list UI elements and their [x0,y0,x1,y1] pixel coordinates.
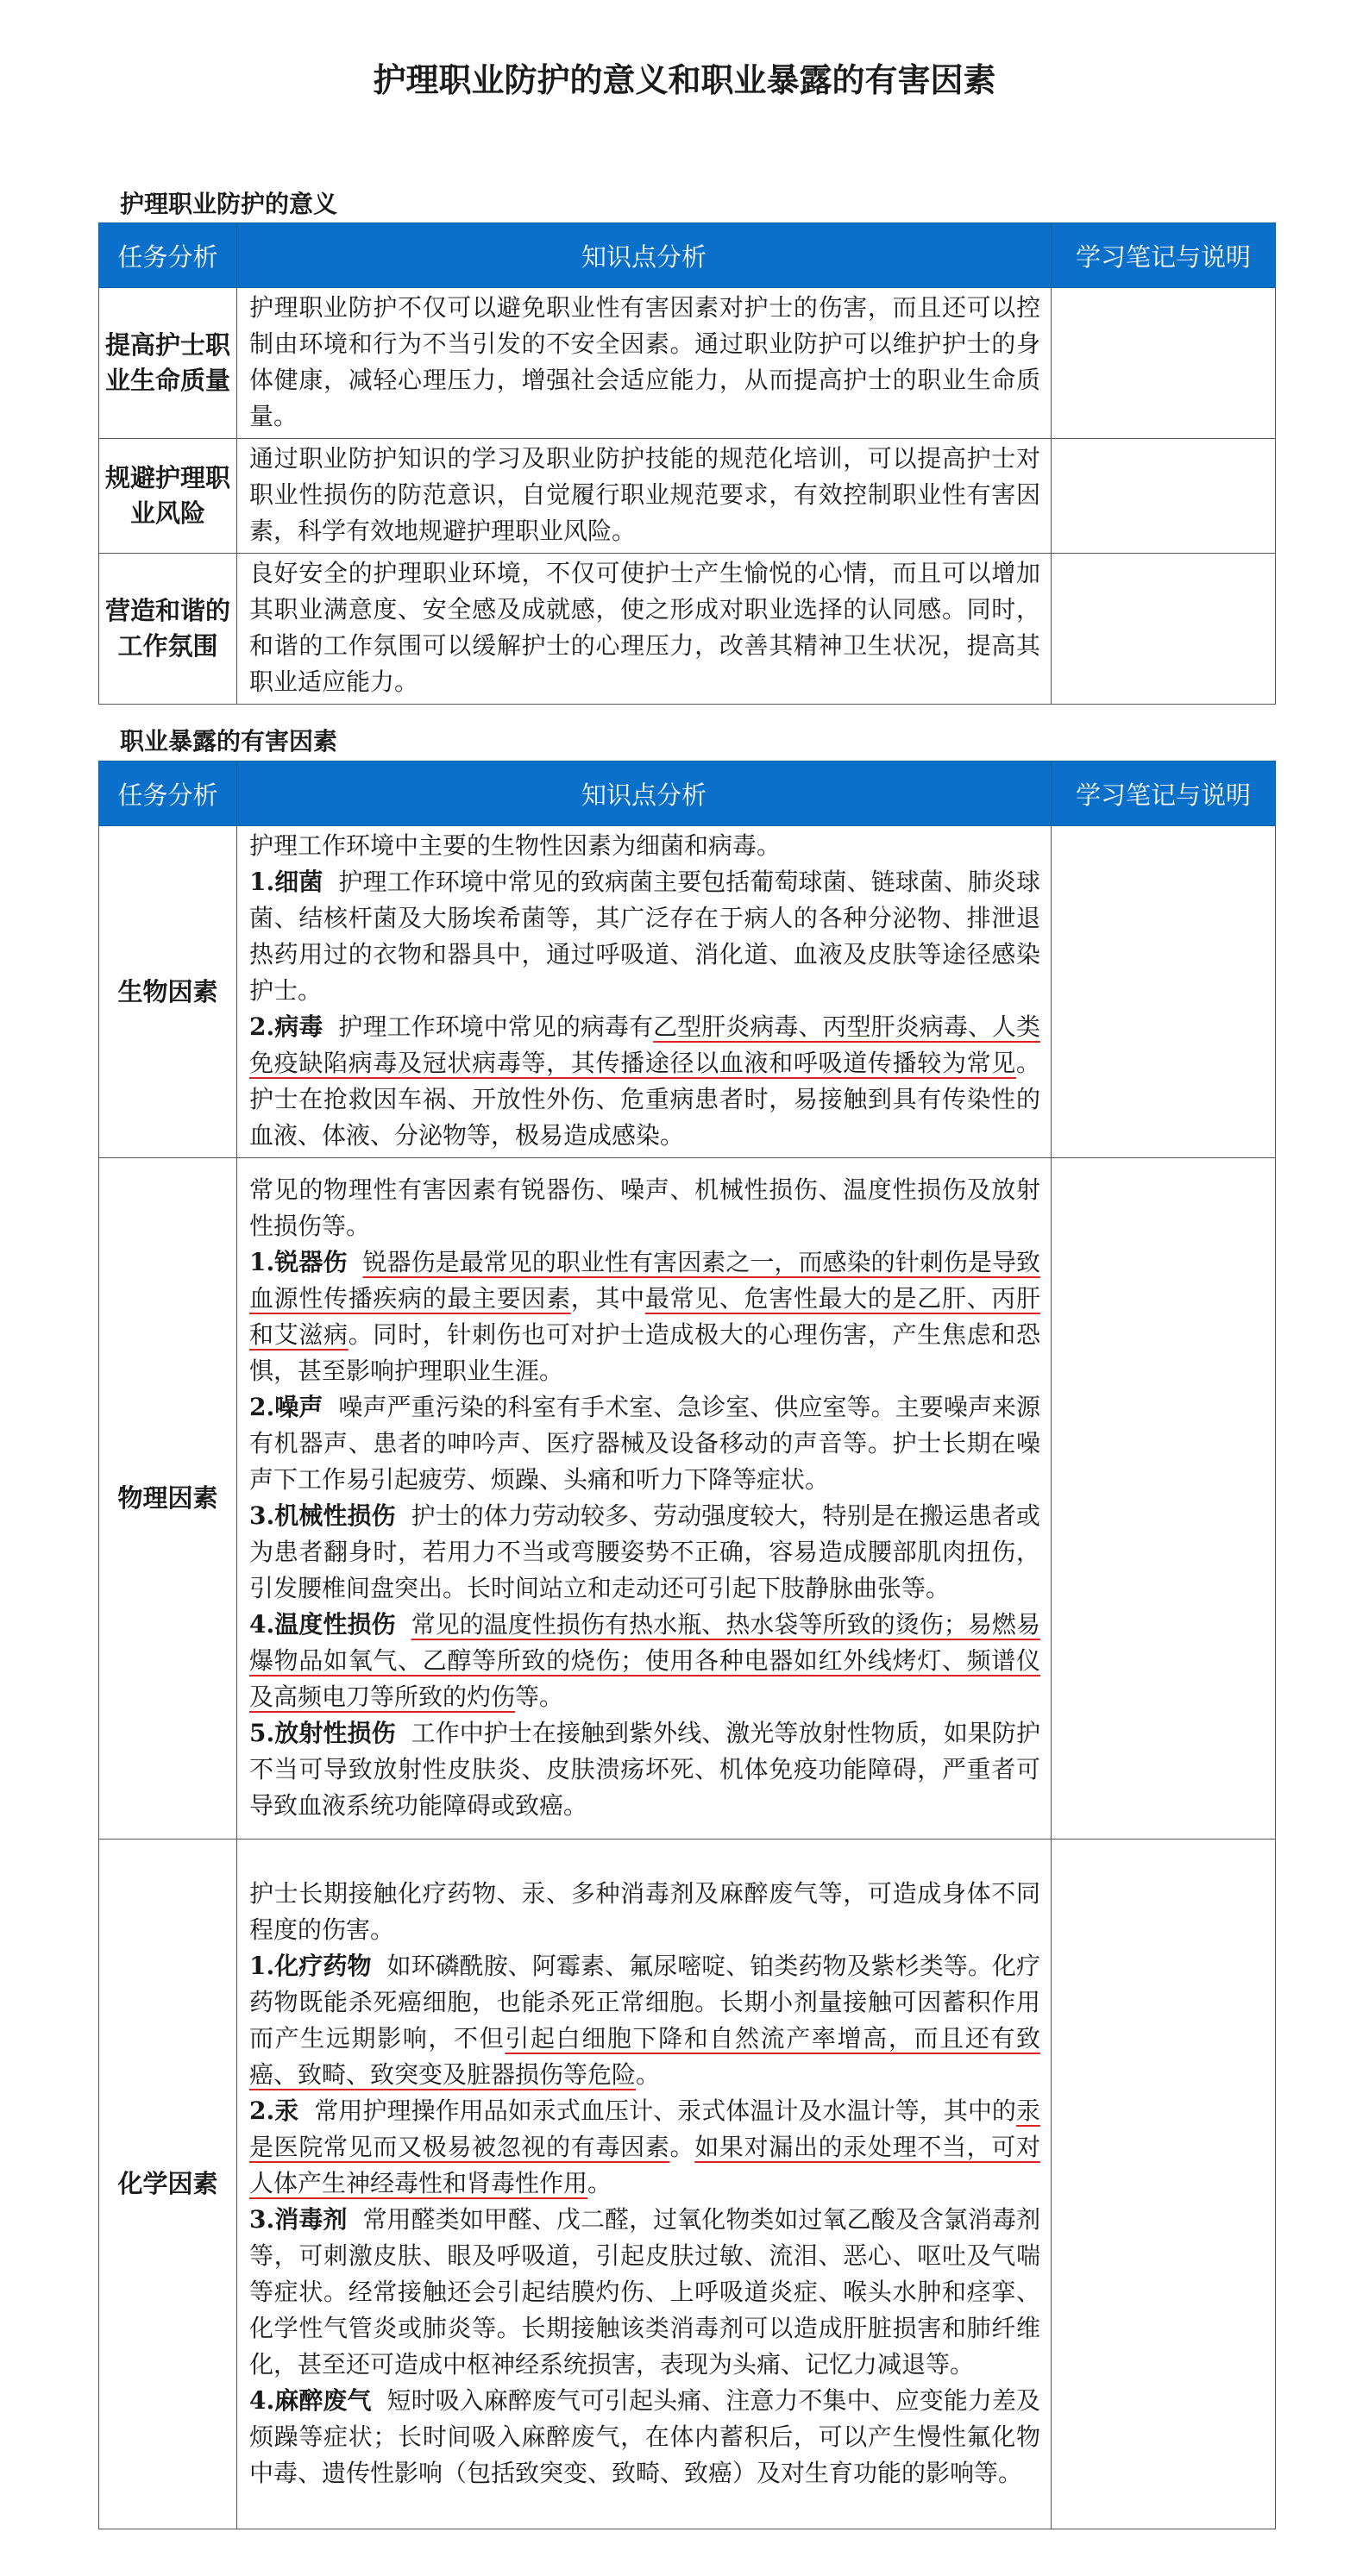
item-mechanical-injury: 3.机械性损伤 护士的体力劳动较多、劳动强度较大，特别是在搬运患者或为患者翻身时，若用力不当或弯腰姿势不正确，容易造成腰部肌肉扭伤，引发腰椎间盘突出。长时间站立和走动还可引起下肢静脉曲张等。 [249,1501,1040,1602]
notes-cell[interactable] [1052,439,1276,554]
task-label: 物理因素 [99,1158,237,1840]
task-label: 提高护士职业生命质量 [99,288,237,439]
item-virus: 2.病毒 护理工作环境中常见的病毒有乙型肝炎病毒、丙型肝炎病毒、人类免疫缺陷病毒及冠状病毒等，其传播途径以血液和呼吸道传播较为常见。护士在抢救因车祸、开放性外伤、危重病患者时，易接触到具有传染性的血液、体液、分泌物等，极易造成感染。 [249,1012,1040,1150]
notes-cell[interactable] [1052,826,1276,1158]
knowledge-text: 良好安全的护理职业环境，不仅可使护士产生愉悦的心情，而且可以增加其职业满意度、安全感及成就感，使之形成对职业选择的认同感。同时，和谐的工作氛围可以缓解护士的心理压力，改善其精神卫生状况，提高其职业适应能力。 [237,554,1052,705]
item-anesthetic-gases: 4.麻醉废气 短时吸入麻醉废气可引起头痛、注意力不集中、应变能力差及烦躁等症状；长时间吸入麻醉废气，在体内蓄积后，可以产生慢性氟化物中毒、遗传性影响（包括致突变、致畸、致癌）及对生育功能的影响等。 [249,2385,1040,2487]
task-label: 规避护理职业风险 [99,439,237,554]
knowledge-text: 护理职业防护不仅可以避免职业性有害因素对护士的伤害，而且还可以控制由环境和行为不当引发的不安全因素。通过职业防护可以维护护士的身体健康，减轻心理压力，增强社会适应能力，从而提高护士的职业生命质量。 [237,288,1052,439]
table-row-biological [99,826,1276,1158]
table-header-row [99,762,1276,826]
task-label: 生物因素 [99,826,237,1158]
knowledge-text [237,826,1052,1158]
document-title: 护理职业防护的意义和职业暴露的有害因素 [373,60,996,99]
table-row-physical [99,1158,1276,1840]
header-task-analysis: 任务分析 [99,762,237,826]
item-sharps-injury: 1.锐器伤 锐器伤是最常见的职业性有害因素之一，而感染的针刺伤是导致血源性传播疾病的最主要因素，其中最常见、危害性最大的是乙肝、丙肝和艾滋病。同时，针刺伤也可对护士造成极大的心理伤害，产生焦虑和恐惧，甚至影响护理职业生涯。 [249,1247,1040,1385]
section-heading-significance: 护理职业防护的意义 [120,190,338,218]
notes-cell[interactable] [1052,288,1276,439]
hazards-table [98,761,1276,2529]
notes-cell[interactable] [1052,554,1276,705]
header-knowledge-analysis: 知识点分析 [237,223,1052,288]
notes-cell[interactable] [1052,1158,1276,1840]
table-row [99,554,1276,705]
header-study-notes: 学习笔记与说明 [1052,223,1276,288]
item-chemotherapy-drugs: 1.化疗药物 如环磷酰胺、阿霉素、氟尿嘧啶、铂类药物及紫杉类等。化疗药物既能杀死癌细胞，也能杀死正常细胞。长期小剂量接触可因蓄积作用而产生远期影响，不但引起白细胞下降和自然流产率增高，而且还有致癌、致畸、致突变及脏器损伤等危险。 [249,1951,1040,2089]
intro-text: 护理工作环境中主要的生物性因素为细菌和病毒。 [249,831,782,860]
section-heading-hazards: 职业暴露的有害因素 [120,727,338,755]
intro-text: 护士长期接触化疗药物、汞、多种消毒剂及麻醉废气等，可造成身体不同程度的伤害。 [249,1878,1040,1944]
task-label: 化学因素 [99,1840,237,2529]
item-mercury: 2.汞 常用护理操作用品如汞式血压计、汞式体温计及水温计等，其中的汞是医院常见而又极易被忽视的有毒因素。如果对漏出的汞处理不当，可对人体产生神经毒性和肾毒性作用。 [249,2096,1040,2197]
header-knowledge-analysis: 知识点分析 [237,762,1052,826]
notes-cell[interactable] [1052,1840,1276,2529]
header-task-analysis: 任务分析 [99,223,237,288]
table-row [99,439,1276,554]
item-radiation-injury: 5.放射性损伤 工作中护士在接触到紫外线、激光等放射性物质，如果防护不当可导致放射性皮肤炎、皮肤溃疡坏死、机体免疫功能障碍，严重者可导致血液系统功能障碍或致癌。 [249,1718,1040,1820]
knowledge-text [237,1158,1052,1840]
knowledge-text [237,1840,1052,2529]
item-bacteria: 1.细菌 护理工作环境中常见的致病菌主要包括葡萄球菌、链球菌、肺炎球菌、结核杆菌及大肠埃希菌等，其广泛存在于病人的各种分泌物、排泄退热药用过的衣物和器具中，通过呼吸道、消化道、血液及皮肤等途径感染护士。 [249,868,1040,1005]
knowledge-text: 通过职业防护知识的学习及职业防护技能的规范化培训，可以提高护士对职业性损伤的防范意识，自觉履行职业规范要求，有效控制职业性有害因素，科学有效地规避护理职业风险。 [237,439,1052,554]
task-label: 营造和谐的工作氛围 [99,554,237,705]
table-header-row [99,223,1276,288]
header-study-notes: 学习笔记与说明 [1052,762,1276,826]
significance-table [98,223,1276,705]
table-row-chemical [99,1840,1276,2529]
item-disinfectants: 3.消毒剂 常用醛类如甲醛、戊二醛，过氧化物类如过氧乙酸及含氯消毒剂等，可刺激皮肤、眼及呼吸道，引起皮肤过敏、流泪、恶心、呕吐及气喘等症状。经常接触还会引起结膜灼伤、上呼吸道炎症、喉头水肿和痉挛、化学性气管炎或肺炎等。长期接触该类消毒剂可以造成肝脏损害和肺纤维化，甚至还可造成中枢神经系统损害，表现为头痛、记忆力减退等。 [249,2204,1040,2379]
intro-text: 常见的物理性有害因素有锐器伤、噪声、机械性损伤、温度性损伤及放射性损伤等。 [249,1175,1040,1240]
table-row [99,288,1276,439]
item-thermal-injury: 4.温度性损伤 常见的温度性损伤有热水瓶、热水袋等所致的烫伤；易燃易爆物品如氧气、乙醇等所致的烧伤；使用各种电器如红外线烤灯、频谱仪及高频电刀等所致的灼伤等。 [249,1609,1040,1711]
item-noise: 2.噪声 噪声严重污染的科室有手术室、急诊室、供应室等。主要噪声来源有机器声、患者的呻吟声、医疗器械及设备移动的声音等。护士长期在噪声下工作易引起疲劳、烦躁、头痛和听力下降等症状。 [249,1392,1040,1494]
